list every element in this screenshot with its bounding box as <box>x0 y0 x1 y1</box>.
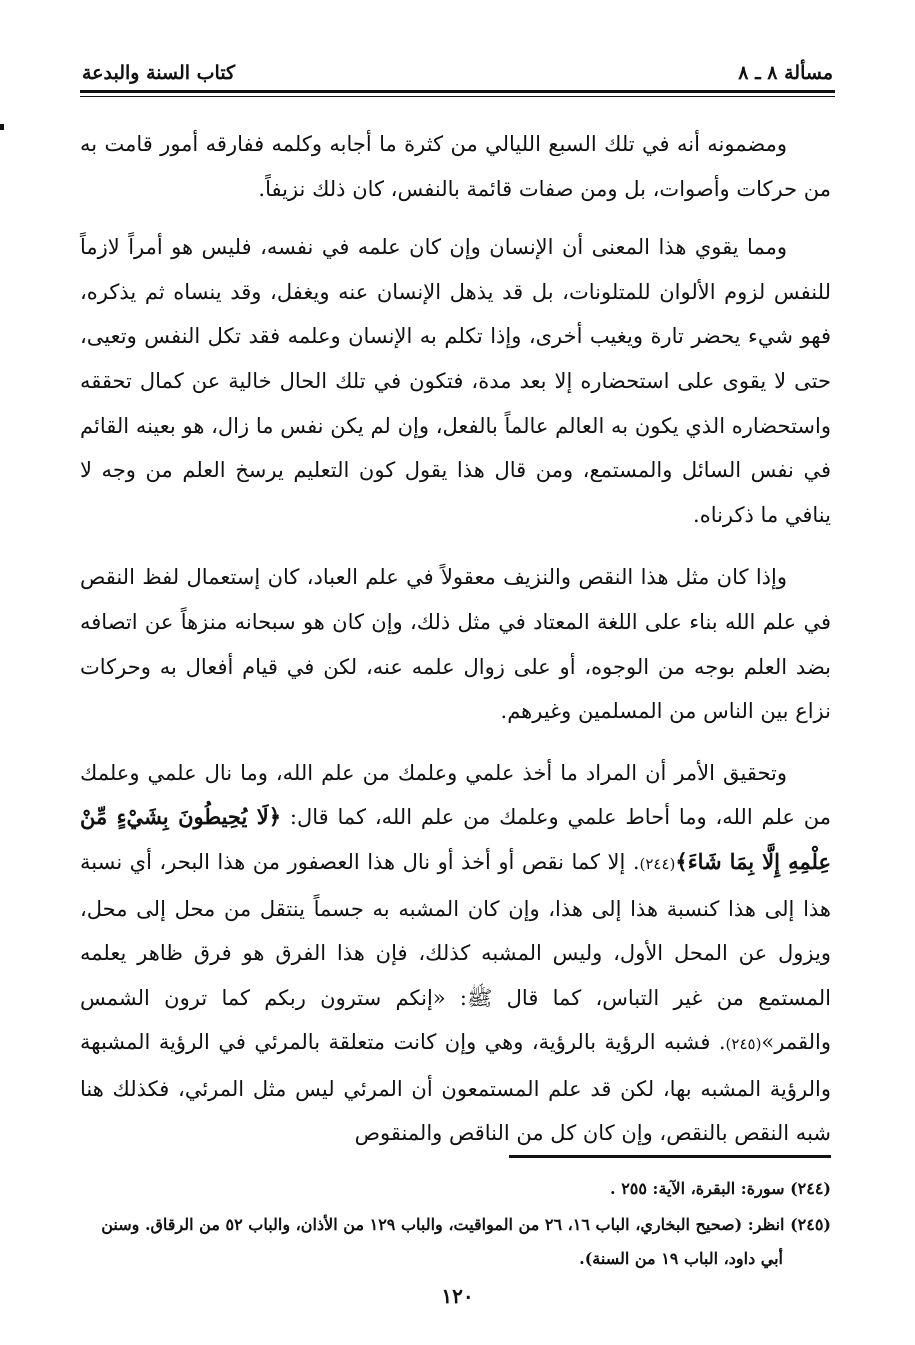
quran-verse: ﴿لَا يُحِيطُونَ بِشَيْءٍ مِّنْ عِلْمِهِ إِلَّا بِمَا شَاءَ﴾ <box>80 804 831 874</box>
footnote-ref: (٢٤٥) <box>725 1035 762 1054</box>
footnote-ref: (٢٤٤) <box>639 854 676 873</box>
footnote-rule <box>509 1155 831 1158</box>
paragraph-text: . فشبه الرؤية بالرؤية، وهي وإن كانت متعلقة بالمرئي في الرؤية المشبهة والرؤية المشبه بها، لكن قد علم المستمعون أن المرئي ليس مثل المرئي، فكذلك هنا شبه النقص بالنقص، وإن كان كل من الناقص والمنقوص <box>80 1030 831 1146</box>
paragraph-text: وتحقيق الأمر أن المراد ما أخذ علمي وعلمك من علم الله، وما نال علمي وعلمك من علم الله، وما أحاط علمي وعلمك من علم الله، كما قال: <box>80 760 831 830</box>
paragraph: وإذا كان مثل هذا النقص والنزيف معقولاً في علم العباد، كان إستعمال لفظ النقص في علم الله بناء على اللغة المعتاد في مثل ذلك، وإن كان هو سبحانه منزهاً عن اتصافه بضد العلم بوجه من الوجوه، أو على زوال علمه عنه، لكن في قيام أفعال به وحركات نزاع بين الناس من المسلمين وغيرهم. <box>80 565 831 724</box>
main-text <box>80 122 831 1156</box>
book-title: كتاب السنة والبدعة <box>82 62 236 84</box>
chapter-label: مسألة ٨ ـ ٨ <box>738 62 833 84</box>
footnote: (٢٤٤) سورة: البقرة، الآية: ٢٥٥ . <box>610 1179 831 1198</box>
paragraph: ومضمونه أنه في تلك السبع الليالي من كثرة ما أجابه وكلمه ففارقه أمور قامت به من حركات وأصوات، بل ومن صفات قائمة بالنفس، كان ذلك نزيفاً. <box>80 132 831 201</box>
footnote: (٢٤٥) انظر: (صحيح البخاري، الباب ١٦، ٢٦ من المواقيت، والباب ١٢٩ من الأذان، والباب ٥٢ من الرقاق. وسنن أبي داود، الباب ١٩ من السنة). <box>101 1215 831 1268</box>
page-number: ١٢٠ <box>441 1284 474 1308</box>
paragraph <box>80 751 831 1156</box>
margin-mark <box>0 124 4 130</box>
paragraph: ومما يقوي هذا المعنى أن الإنسان وإن كان علمه في نفسه، فليس هو أمراً لازماً للنفس لزوم الألوان للمتلونات، بل قد يذهل الإنسان عنه ويغفل، وقد ينساه ثم يذكره، فهو شيء يحضر تارة ويغيب أخرى، وإذا تكلم به الإنسان وعلمه فقد تكل النفس وتعيى، حتى لا يقوى على استحضاره إلا بعد مدة، فتكون في تلك الحال خالية عن كمال تحققه واستحضاره الذي يكون به العالم عالماً بالفعل، وإن لم يكن نفس ما زال، هو بعينه القائم في نفس السائل والمستمع، ومن قال هذا يقول كون التعليم يرسخ العلم من وجه لا ينافي ما ذكرناه. <box>80 235 831 527</box>
footnotes <box>78 1172 831 1276</box>
running-header <box>82 58 833 88</box>
paragraph-text: . إلا كما نقص أو أخذ أو نال هذا العصفور من هذا البحر، أي نسبة هذا إلى هذا كنسبة هذا إلى هذا، وإن كان المشبه به جسماً ينتقل من محل إلى محل، ويزول عن المحل الأول، وليس المشبه كذلك، فإن هذا الفرق هو فرق ظاهر يعلمه المستمع من غير التباس، كما قال ﷺ: «إنكم سترون ربكم كما ترون الشمس والقمر» <box>80 849 831 1055</box>
header-rule-thin <box>80 96 835 97</box>
header-rule-thick <box>80 90 835 93</box>
